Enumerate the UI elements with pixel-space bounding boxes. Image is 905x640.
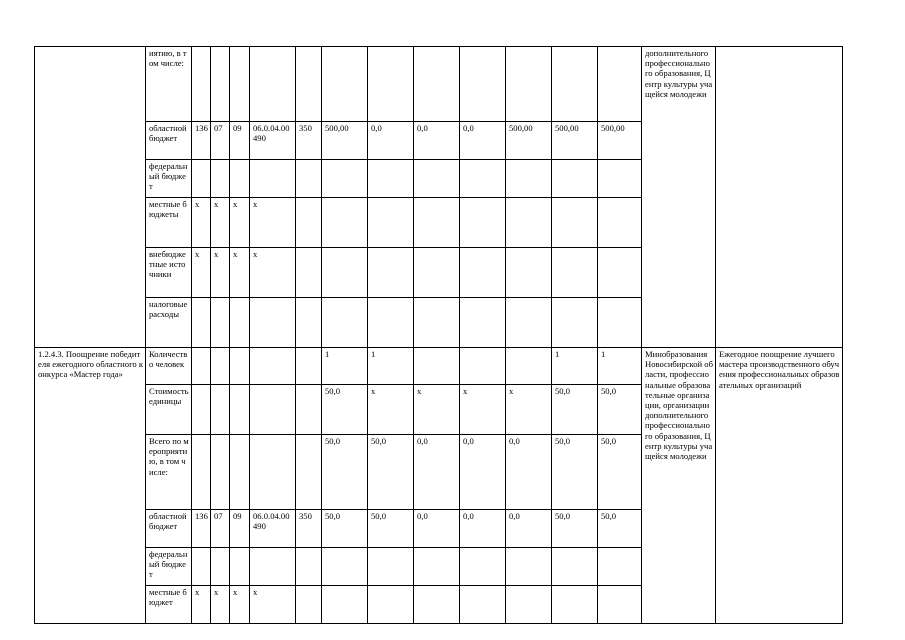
- cell-text: 136: [195, 511, 208, 521]
- value-cell: [250, 586, 296, 624]
- value-cell: [230, 586, 250, 624]
- value-cell: [296, 435, 322, 510]
- value-cell: [552, 586, 598, 624]
- value-cell: [414, 248, 460, 298]
- cell-text: х: [509, 386, 514, 396]
- cell-text: х: [233, 587, 238, 597]
- expected-result-cell: [716, 47, 843, 348]
- cell-text: х: [417, 386, 422, 396]
- value-cell: [506, 248, 552, 298]
- cell-text: 06.0.04.00490: [253, 123, 290, 144]
- value-cell: [368, 122, 414, 160]
- value-cell: [192, 385, 211, 435]
- value-cell: [250, 548, 296, 586]
- value-cell: [296, 47, 322, 122]
- value-cell: [506, 122, 552, 160]
- value-cell: [598, 586, 642, 624]
- cell-text: 350: [299, 123, 312, 133]
- value-cell: [250, 510, 296, 548]
- cell-text: 50,0: [601, 511, 617, 521]
- cell-text: х: [253, 199, 258, 209]
- value-cell: [250, 122, 296, 160]
- value-cell: [250, 47, 296, 122]
- value-cell: [552, 385, 598, 435]
- value-cell: [414, 548, 460, 586]
- cell-text: 50,0: [601, 386, 617, 396]
- value-cell: [296, 385, 322, 435]
- value-cell: [296, 198, 322, 248]
- cell-text: 500,00: [601, 123, 625, 133]
- value-cell: [211, 248, 230, 298]
- cell-text: 50,0: [555, 436, 571, 446]
- row-label-cell: [146, 248, 192, 298]
- value-cell: [322, 548, 368, 586]
- value-cell: [322, 348, 368, 385]
- value-cell: [460, 348, 506, 385]
- cell-text: 50,0: [371, 436, 387, 446]
- value-cell: [506, 385, 552, 435]
- table-body: [35, 47, 843, 624]
- row-label-cell: [146, 548, 192, 586]
- value-cell: [598, 435, 642, 510]
- value-cell: [192, 198, 211, 248]
- value-cell: [296, 510, 322, 548]
- cell-text: Ежегодное поощрение лучшего мастера производственного обучения профессиональных образовательных организаций: [719, 349, 840, 390]
- value-cell: [211, 298, 230, 348]
- value-cell: [322, 298, 368, 348]
- value-cell: [296, 122, 322, 160]
- value-cell: [192, 348, 211, 385]
- cell-text: 0,0: [463, 436, 474, 446]
- value-cell: [368, 198, 414, 248]
- value-cell: [506, 586, 552, 624]
- cell-text: х: [371, 386, 376, 396]
- cell-text: х: [253, 587, 258, 597]
- cell-text: 500,00: [555, 123, 579, 133]
- cell-text: 50,0: [555, 511, 571, 521]
- value-cell: [230, 248, 250, 298]
- value-cell: [230, 348, 250, 385]
- value-cell: [296, 298, 322, 348]
- value-cell: [211, 548, 230, 586]
- table-row: [35, 47, 843, 122]
- value-cell: [368, 385, 414, 435]
- value-cell: [230, 298, 250, 348]
- value-cell: [460, 198, 506, 248]
- value-cell: [414, 160, 460, 198]
- value-cell: [368, 298, 414, 348]
- value-cell: [598, 248, 642, 298]
- value-cell: [552, 198, 598, 248]
- cell-text: 0,0: [417, 123, 428, 133]
- row-label-cell: [146, 435, 192, 510]
- row-label-cell: [146, 122, 192, 160]
- cell-text: областной бюджет: [149, 123, 187, 144]
- cell-text: х: [233, 199, 238, 209]
- value-cell: [414, 198, 460, 248]
- value-cell: [230, 435, 250, 510]
- value-cell: [368, 248, 414, 298]
- value-cell: [460, 435, 506, 510]
- value-cell: [368, 348, 414, 385]
- value-cell: [414, 586, 460, 624]
- value-cell: [230, 122, 250, 160]
- cell-text: Стоимость единицы: [149, 386, 189, 407]
- cell-text: 07: [214, 123, 223, 133]
- value-cell: [598, 122, 642, 160]
- value-cell: [598, 385, 642, 435]
- value-cell: [296, 548, 322, 586]
- cell-text: х: [214, 199, 219, 209]
- cell-text: 0,0: [371, 123, 382, 133]
- cell-text: х: [195, 199, 200, 209]
- value-cell: [322, 198, 368, 248]
- value-cell: [250, 160, 296, 198]
- cell-text: 500,00: [509, 123, 533, 133]
- cell-text: местные бюджет: [149, 587, 187, 608]
- value-cell: [552, 348, 598, 385]
- cell-text: х: [233, 249, 238, 259]
- value-cell: [598, 348, 642, 385]
- activity-name-cell: [35, 47, 146, 348]
- value-cell: [230, 510, 250, 548]
- value-cell: [368, 548, 414, 586]
- value-cell: [506, 198, 552, 248]
- cell-text: 350: [299, 511, 312, 521]
- value-cell: [322, 47, 368, 122]
- value-cell: [506, 435, 552, 510]
- value-cell: [552, 122, 598, 160]
- program-table: [34, 46, 843, 624]
- value-cell: [230, 548, 250, 586]
- value-cell: [414, 435, 460, 510]
- value-cell: [506, 548, 552, 586]
- cell-text: х: [463, 386, 468, 396]
- cell-text: х: [214, 587, 219, 597]
- cell-text: 1: [371, 349, 376, 359]
- value-cell: [460, 510, 506, 548]
- value-cell: [414, 122, 460, 160]
- value-cell: [322, 510, 368, 548]
- cell-text: х: [195, 587, 200, 597]
- cell-text: 1: [601, 349, 606, 359]
- value-cell: [192, 435, 211, 510]
- value-cell: [414, 348, 460, 385]
- cell-text: дополнительного профессионального образования, Центр культуры учащейся молодежи: [645, 48, 713, 99]
- cell-text: х: [253, 249, 258, 259]
- value-cell: [414, 47, 460, 122]
- value-cell: [598, 160, 642, 198]
- cell-text: федеральный бюджет: [149, 161, 188, 192]
- value-cell: [368, 586, 414, 624]
- value-cell: [250, 348, 296, 385]
- cell-text: 500,00: [325, 123, 349, 133]
- cell-text: 1.2.4.3. Поощрение победителя ежегодного областного конкурса «Мастер года»: [38, 349, 143, 380]
- value-cell: [598, 47, 642, 122]
- value-cell: [230, 198, 250, 248]
- row-label-cell: [146, 47, 192, 122]
- expected-result-cell: [716, 348, 843, 624]
- value-cell: [192, 510, 211, 548]
- value-cell: [250, 385, 296, 435]
- row-label-cell: [146, 198, 192, 248]
- value-cell: [598, 510, 642, 548]
- cell-text: налоговые расходы: [149, 299, 188, 320]
- value-cell: [230, 385, 250, 435]
- cell-text: 50,0: [601, 436, 617, 446]
- value-cell: [322, 435, 368, 510]
- value-cell: [460, 47, 506, 122]
- cell-text: Всего по мероприятию, в том числе:: [149, 436, 189, 477]
- value-cell: [460, 160, 506, 198]
- cell-text: 50,0: [325, 436, 341, 446]
- executors-cell: [642, 47, 716, 348]
- value-cell: [192, 122, 211, 160]
- table-row: [35, 348, 843, 385]
- value-cell: [211, 348, 230, 385]
- value-cell: [368, 510, 414, 548]
- cell-text: федеральный бюджет: [149, 549, 188, 580]
- value-cell: [552, 435, 598, 510]
- value-cell: [211, 586, 230, 624]
- cell-text: иятию, в том числе:: [149, 48, 187, 69]
- cell-text: 0,0: [463, 123, 474, 133]
- value-cell: [250, 248, 296, 298]
- value-cell: [296, 248, 322, 298]
- value-cell: [598, 548, 642, 586]
- value-cell: [460, 385, 506, 435]
- row-label-cell: [146, 348, 192, 385]
- value-cell: [414, 385, 460, 435]
- value-cell: [368, 160, 414, 198]
- value-cell: [211, 510, 230, 548]
- row-label-cell: [146, 586, 192, 624]
- value-cell: [296, 348, 322, 385]
- value-cell: [368, 47, 414, 122]
- cell-text: Минобразования Новосибирской области, профессиональные образовательные организации, организации дополнительного профессионального образования, Центр культуры учащейся молодежи: [645, 349, 713, 462]
- value-cell: [460, 248, 506, 298]
- executors-cell: [642, 348, 716, 624]
- cell-text: Количество человек: [149, 349, 188, 370]
- row-label-cell: [146, 385, 192, 435]
- value-cell: [211, 47, 230, 122]
- cell-text: х: [214, 249, 219, 259]
- value-cell: [460, 298, 506, 348]
- value-cell: [322, 586, 368, 624]
- cell-text: 1: [325, 349, 330, 359]
- value-cell: [460, 548, 506, 586]
- cell-text: 50,0: [371, 511, 387, 521]
- value-cell: [192, 586, 211, 624]
- value-cell: [192, 160, 211, 198]
- value-cell: [211, 122, 230, 160]
- value-cell: [552, 47, 598, 122]
- cell-text: местные бюджеты: [149, 199, 187, 220]
- value-cell: [322, 122, 368, 160]
- cell-text: 0,0: [417, 511, 428, 521]
- cell-text: 0,0: [417, 436, 428, 446]
- value-cell: [460, 122, 506, 160]
- value-cell: [211, 160, 230, 198]
- value-cell: [460, 586, 506, 624]
- value-cell: [322, 385, 368, 435]
- row-label-cell: [146, 298, 192, 348]
- cell-text: внебюджетные источники: [149, 249, 186, 280]
- cell-text: 06.0.04.00490: [253, 511, 290, 532]
- cell-text: 0,0: [509, 511, 520, 521]
- value-cell: [368, 435, 414, 510]
- cell-text: 09: [233, 123, 242, 133]
- value-cell: [192, 548, 211, 586]
- value-cell: [506, 160, 552, 198]
- value-cell: [598, 198, 642, 248]
- cell-text: областной бюджет: [149, 511, 187, 532]
- value-cell: [552, 510, 598, 548]
- value-cell: [552, 248, 598, 298]
- value-cell: [211, 435, 230, 510]
- cell-text: 07: [214, 511, 223, 521]
- value-cell: [250, 198, 296, 248]
- value-cell: [230, 160, 250, 198]
- value-cell: [192, 47, 211, 122]
- value-cell: [211, 385, 230, 435]
- value-cell: [506, 298, 552, 348]
- value-cell: [552, 548, 598, 586]
- value-cell: [296, 160, 322, 198]
- value-cell: [414, 298, 460, 348]
- value-cell: [322, 160, 368, 198]
- value-cell: [192, 298, 211, 348]
- value-cell: [506, 348, 552, 385]
- value-cell: [552, 160, 598, 198]
- value-cell: [598, 298, 642, 348]
- cell-text: 0,0: [509, 436, 520, 446]
- cell-text: 0,0: [463, 511, 474, 521]
- value-cell: [414, 510, 460, 548]
- row-label-cell: [146, 160, 192, 198]
- cell-text: 1: [555, 349, 560, 359]
- value-cell: [211, 198, 230, 248]
- value-cell: [192, 248, 211, 298]
- cell-text: 09: [233, 511, 242, 521]
- cell-text: 50,0: [325, 386, 341, 396]
- value-cell: [506, 47, 552, 122]
- value-cell: [552, 298, 598, 348]
- cell-text: х: [195, 249, 200, 259]
- value-cell: [506, 510, 552, 548]
- value-cell: [250, 435, 296, 510]
- cell-text: 136: [195, 123, 208, 133]
- value-cell: [230, 47, 250, 122]
- row-label-cell: [146, 510, 192, 548]
- value-cell: [322, 248, 368, 298]
- cell-text: 50,0: [325, 511, 341, 521]
- value-cell: [250, 298, 296, 348]
- activity-name-cell: [35, 348, 146, 624]
- cell-text: 50,0: [555, 386, 571, 396]
- value-cell: [296, 586, 322, 624]
